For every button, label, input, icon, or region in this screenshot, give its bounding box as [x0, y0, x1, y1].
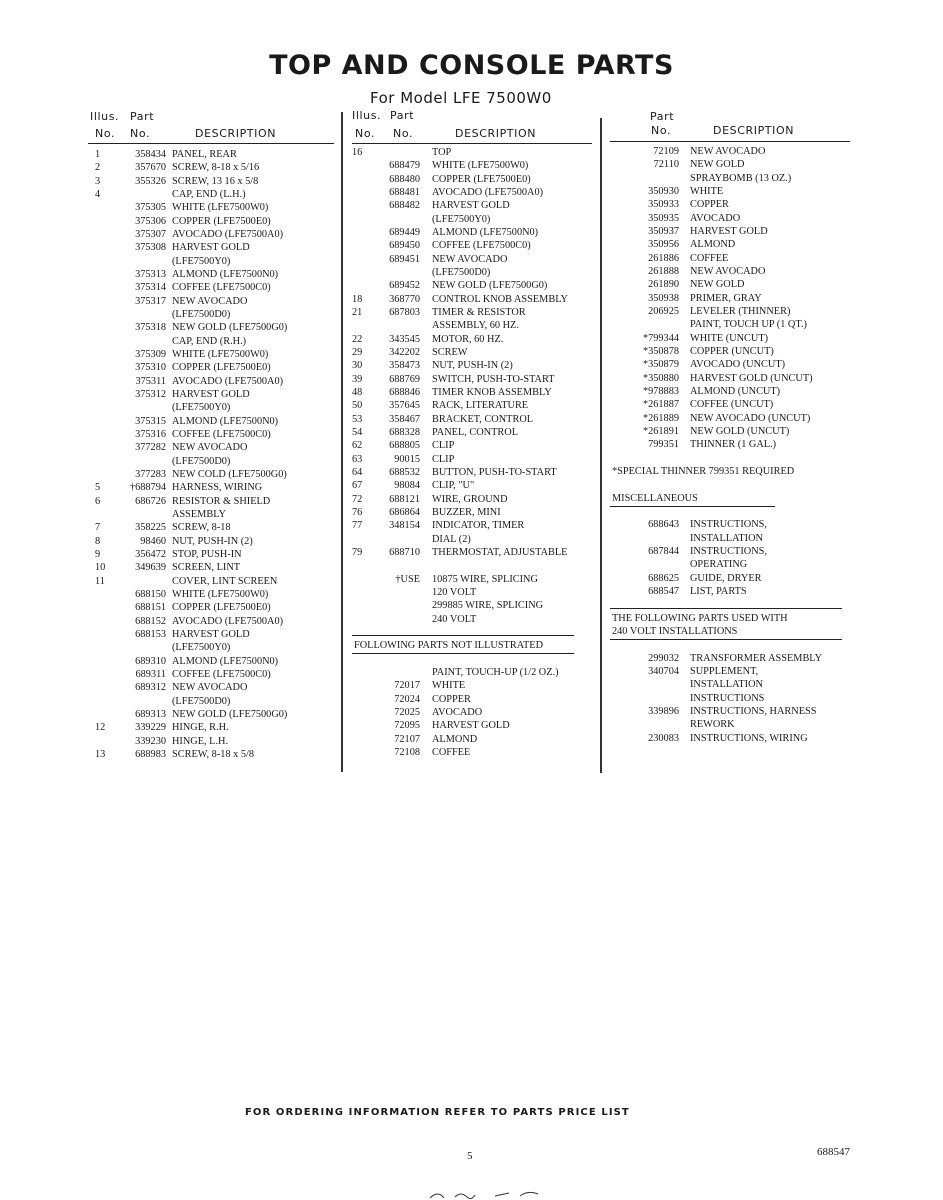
- part-number: 355326: [135, 175, 166, 187]
- column-divider: [341, 112, 343, 772]
- illus-no-header: No.: [95, 127, 116, 140]
- part-description: NEW AVOCADO: [172, 682, 248, 694]
- illus-number: 3: [95, 175, 101, 187]
- part-number: 350933: [648, 199, 679, 211]
- part-number: *350880: [642, 372, 679, 384]
- part-number: 375308: [135, 242, 166, 254]
- part-number: 688769: [389, 373, 420, 385]
- part-number: 375315: [135, 415, 166, 427]
- part-number: 343545: [389, 333, 420, 345]
- part-number: 261886: [648, 252, 679, 264]
- part-description: WHITE (LFE7500W0): [432, 160, 529, 172]
- part-number: *799344: [642, 332, 679, 344]
- part-description: ALMOND (UNCUT): [690, 385, 781, 397]
- part-number: 689313: [135, 708, 166, 720]
- section-rule: [610, 506, 775, 507]
- illus-number: 7: [95, 522, 101, 534]
- part-number: 689310: [135, 655, 166, 667]
- part-number: 377283: [135, 468, 166, 480]
- part-description: (LFE7500D0): [172, 308, 231, 320]
- part-description: SCREW, 8-18: [172, 522, 231, 534]
- part-description: INSTALLATION: [690, 532, 763, 544]
- illus-number: 8: [95, 535, 101, 547]
- part-number: 375317: [135, 295, 166, 307]
- part-description: HARVEST GOLD: [172, 242, 250, 254]
- part-description: PAINT, TOUCH-UP (1/2 OZ.): [432, 666, 559, 678]
- illus-number: 53: [352, 413, 363, 425]
- part-description: COPPER (UNCUT): [690, 345, 774, 357]
- illus-number: 72: [352, 493, 363, 505]
- part-description: BRACKET, CONTROL: [432, 413, 534, 425]
- part-number: 375312: [135, 388, 166, 400]
- part-description: PAINT, TOUCH UP (1 QT.): [690, 319, 807, 331]
- part-description: INSTALLATION: [690, 679, 763, 691]
- part-number: 689312: [135, 682, 166, 694]
- part-description: AVOCADO (UNCUT): [690, 359, 786, 371]
- part-number: 688150: [135, 588, 166, 600]
- part-description: AVOCADO (LFE7500A0): [172, 615, 284, 627]
- section-heading: *SPECIAL THINNER 799351 REQUIRED: [612, 465, 795, 477]
- part-description: (LFE7500Y0): [432, 213, 491, 225]
- part-number: †USE: [395, 573, 420, 585]
- part-description: (LFE7500D0): [432, 266, 491, 278]
- illus-number: 63: [352, 453, 363, 465]
- part-number: 687803: [389, 306, 420, 318]
- part-description: HARVEST GOLD (UNCUT): [690, 372, 813, 384]
- part-description: LEVELER (THINNER): [690, 305, 791, 317]
- part-description: ASSEMBLY, 60 HZ.: [432, 320, 519, 332]
- illus-number: 11: [95, 575, 105, 587]
- illus-number: 5: [95, 482, 101, 494]
- illus-number: 79: [352, 546, 363, 558]
- part-description: THINNER (1 GAL.): [690, 439, 777, 451]
- part-description: COFFEE: [690, 252, 729, 264]
- part-description: DIAL (2): [432, 533, 471, 545]
- part-number: 375311: [135, 375, 166, 387]
- part-description: NEW AVOCADO: [432, 253, 508, 265]
- part-description: REWORK: [690, 719, 735, 731]
- part-description: AVOCADO (LFE7500A0): [172, 228, 284, 240]
- part-description: CLIP, "U": [432, 480, 475, 492]
- part-number: 688643: [648, 519, 679, 531]
- part-description: AVOCADO (LFE7500A0): [172, 375, 284, 387]
- part-description: OPERATING: [690, 559, 748, 571]
- part-description: GUIDE, DRYER: [690, 572, 762, 584]
- part-number: 375309: [135, 348, 166, 360]
- part-number: *350879: [642, 359, 679, 371]
- part-number: 688532: [389, 466, 420, 478]
- part-number: 375306: [135, 215, 166, 227]
- part-description: COFFEE (LFE7500C0): [172, 668, 271, 680]
- part-number: 299032: [648, 652, 679, 664]
- part-description: NEW COLD (LFE7500G0): [172, 468, 287, 480]
- part-description: INDICATOR, TIMER: [432, 520, 525, 532]
- part-number: 687844: [648, 545, 679, 557]
- part-description: COPPER: [432, 693, 471, 705]
- part-description: NEW AVOCADO: [690, 146, 766, 157]
- header-rule: [610, 141, 850, 142]
- part-description: WHITE (LFE7500W0): [172, 588, 269, 600]
- page-number: 5: [467, 1150, 473, 1162]
- part-number: 339229: [135, 722, 166, 734]
- part-number: 350935: [648, 212, 679, 224]
- part-number: 688152: [135, 615, 166, 627]
- part-description: ALMOND: [432, 733, 478, 745]
- part-description: HARVEST GOLD: [172, 388, 250, 400]
- section-heading: FOLLOWING PARTS NOT ILLUSTRATED: [354, 640, 544, 652]
- part-description: (LFE7500Y0): [172, 255, 231, 267]
- part-description: SWITCH, PUSH-TO-START: [432, 373, 555, 385]
- part-number: 689311: [135, 668, 166, 680]
- section-rule: [352, 653, 574, 654]
- part-number: 686726: [135, 495, 166, 507]
- part-description: COPPER: [690, 199, 729, 211]
- part-description: NEW AVOCADO: [172, 442, 248, 454]
- part-description: (LFE7500Y0): [172, 402, 231, 414]
- part-number: 688121: [389, 493, 420, 505]
- part-description: 10875 WIRE, SPLICING: [432, 573, 538, 585]
- part-description: TIMER & RESISTOR: [432, 306, 526, 318]
- part-number: 350938: [648, 292, 679, 304]
- part-number: 688547: [648, 585, 679, 597]
- part-description: PANEL, CONTROL: [432, 426, 519, 438]
- part-description: NEW AVOCADO: [690, 265, 766, 277]
- part-number: 98084: [394, 480, 420, 492]
- part-no-header: No.: [130, 127, 151, 140]
- part-description: WIRE, GROUND: [432, 493, 508, 505]
- section-heading: MISCELLANEOUS: [612, 492, 698, 504]
- part-number: 375305: [135, 202, 166, 214]
- description-header: DESCRIPTION: [195, 127, 277, 140]
- part-number: 689452: [389, 280, 420, 292]
- part-description: NUT, PUSH-IN (2): [172, 535, 253, 547]
- part-description: SCREW, 8-18 x 5/8: [172, 748, 255, 760]
- part-number: 799351: [648, 439, 679, 451]
- part-number: 356472: [135, 548, 166, 560]
- part-description: SUPPLEMENT,: [690, 665, 759, 677]
- part-number: 90015: [394, 453, 420, 465]
- part-number: *261889: [642, 412, 679, 424]
- part-description: COPPER (LFE7500E0): [172, 362, 271, 374]
- part-description: INSTRUCTIONS, WIRING: [690, 732, 808, 744]
- part-description: (LFE7500D0): [172, 455, 231, 467]
- ordering-note: FOR ORDERING INFORMATION REFER TO PARTS PRICE LIST: [245, 1107, 630, 1118]
- part-number: 72110: [653, 159, 679, 171]
- part-description: RESISTOR & SHIELD: [172, 495, 271, 507]
- part-description: WHITE (LFE7500W0): [172, 202, 269, 214]
- part-number: 688479: [389, 160, 420, 172]
- part-number: 350930: [648, 185, 679, 197]
- part-number: 688328: [389, 426, 420, 438]
- part-number: 72107: [394, 733, 420, 745]
- part-description: NEW GOLD: [690, 279, 745, 291]
- part-description: ALMOND (LFE7500N0): [432, 226, 539, 238]
- part-description: AVOCADO: [690, 212, 741, 224]
- illus-number: 64: [352, 466, 363, 478]
- part-description: INSTRUCTIONS, HARNESS: [690, 705, 817, 717]
- part-description: SCREEN, LINT: [172, 562, 241, 574]
- illus-number: 29: [352, 346, 363, 358]
- part-number: 358434: [135, 149, 166, 160]
- part-description: WHITE (UNCUT): [690, 332, 769, 344]
- part-description: COPPER (LFE7500E0): [172, 602, 271, 614]
- part-header: Part: [130, 110, 155, 123]
- part-description: 240 VOLT: [432, 613, 477, 625]
- illus-header: Illus.: [352, 109, 382, 122]
- part-number: 375318: [135, 322, 166, 334]
- part-description: COFFEE (UNCUT): [690, 399, 774, 411]
- part-number: 688482: [389, 200, 420, 212]
- part-description: PANEL, REAR: [172, 149, 237, 160]
- part-number: 688625: [648, 572, 679, 584]
- part-description: BUZZER, MINI: [432, 506, 501, 518]
- part-number: 375314: [135, 282, 166, 294]
- part-number: 358473: [389, 360, 420, 372]
- part-description: ALMOND (LFE7500N0): [172, 655, 279, 667]
- part-number: 368770: [389, 293, 420, 305]
- section-heading: 240 VOLT INSTALLATIONS: [612, 625, 738, 637]
- part-number: 688846: [389, 386, 420, 398]
- description-header: DESCRIPTION: [713, 124, 795, 137]
- part-number: †688794: [129, 482, 166, 494]
- part-description: COFFEE (LFE7500C0): [172, 282, 271, 294]
- illus-number: 10: [95, 562, 106, 574]
- illus-number: 76: [352, 506, 363, 518]
- section-heading: THE FOLLOWING PARTS USED WITH: [612, 612, 788, 624]
- part-description: ALMOND: [690, 239, 736, 251]
- part-description: COFFEE: [432, 746, 471, 758]
- part-description: HARVEST GOLD: [432, 200, 510, 212]
- part-number: 689451: [389, 253, 420, 265]
- part-description: TRANSFORMER ASSEMBLY: [690, 652, 823, 664]
- part-number: 688983: [135, 748, 166, 760]
- part-number: 72017: [394, 680, 420, 692]
- part-description: 299885 WIRE, SPLICING: [432, 600, 544, 612]
- part-description: NEW GOLD: [690, 159, 745, 171]
- part-description: CAP, END (R.H.): [172, 335, 247, 347]
- header-rule: [88, 143, 334, 144]
- illus-number: 39: [352, 373, 363, 385]
- part-description: COFFEE (LFE7500C0): [172, 428, 271, 440]
- part-number: 688710: [389, 546, 420, 558]
- part-description: PRIMER, GRAY: [690, 292, 762, 304]
- part-number: *978883: [642, 385, 679, 397]
- part-description: SCREW: [432, 346, 468, 358]
- part-description: NUT, PUSH-IN (2): [432, 360, 513, 372]
- model-subtitle: For Model LFE 7500W0: [370, 89, 552, 107]
- page-title: TOP AND CONSOLE PARTS: [269, 50, 674, 81]
- part-description: HINGE, L.H.: [172, 735, 229, 747]
- part-description: COPPER (LFE7500E0): [172, 215, 271, 227]
- part-description: CLIP: [432, 440, 455, 452]
- part-description: (LFE7500D0): [172, 695, 231, 707]
- part-description: AVOCADO: [432, 706, 483, 718]
- illus-number: 1: [95, 149, 101, 160]
- part-description: SCREW, 8-18 x 5/16: [172, 162, 260, 174]
- part-description: NEW AVOCADO: [172, 295, 248, 307]
- part-number: *350878: [642, 345, 679, 357]
- part-description: COPPER (LFE7500E0): [432, 173, 531, 185]
- illus-no-header: No.: [355, 127, 376, 140]
- part-description: BUTTON, PUSH-TO-START: [432, 466, 557, 478]
- document-number: 688547: [817, 1146, 850, 1158]
- header-rule: [352, 143, 592, 144]
- part-number: 72024: [394, 693, 420, 705]
- part-description: TIMER KNOB ASSEMBLY: [432, 386, 552, 398]
- illus-number: 50: [352, 400, 363, 412]
- part-description: LIST, PARTS: [690, 585, 747, 597]
- part-number: 261890: [648, 279, 679, 291]
- part-description: ASSEMBLY: [172, 508, 226, 520]
- part-number: 342202: [389, 346, 420, 358]
- part-number: 72108: [394, 746, 420, 758]
- illus-number: 9: [95, 548, 101, 560]
- part-number: 689449: [389, 226, 420, 238]
- part-number: 375313: [135, 268, 166, 280]
- part-description: ALMOND (LFE7500N0): [172, 415, 279, 427]
- part-description: HARVEST GOLD: [690, 225, 768, 237]
- part-description: SCREW, 13 16 x 5/8: [172, 175, 259, 187]
- part-description: THERMOSTAT, ADJUSTABLE: [432, 546, 568, 558]
- part-number: 358467: [389, 413, 420, 425]
- part-no-header: No.: [651, 124, 672, 137]
- part-description: HARVEST GOLD: [172, 628, 250, 640]
- illus-number: 30: [352, 360, 363, 372]
- illus-number: 4: [95, 188, 101, 200]
- part-number: 688480: [389, 173, 420, 185]
- part-description: COFFEE (LFE7500C0): [432, 240, 531, 252]
- part-description: AVOCADO (LFE7500A0): [432, 186, 544, 198]
- part-description: WHITE (LFE7500W0): [172, 348, 269, 360]
- part-number: 339896: [648, 705, 679, 717]
- part-description: WHITE: [690, 185, 724, 197]
- part-number: 206925: [648, 305, 679, 317]
- section-rule: [352, 635, 574, 636]
- description-header: DESCRIPTION: [455, 127, 537, 140]
- part-number: 98460: [140, 535, 166, 547]
- part-number: 350956: [648, 239, 679, 251]
- part-number: 375310: [135, 362, 166, 374]
- part-description: NEW GOLD (LFE7500G0): [172, 708, 288, 720]
- part-description: SPRAYBOMB (13 OZ.): [690, 172, 792, 184]
- section-rule: [610, 639, 842, 640]
- part-number: 339230: [135, 735, 166, 747]
- part-number: 688151: [135, 602, 166, 614]
- part-number: *261891: [642, 425, 679, 437]
- illus-number: 6: [95, 495, 101, 507]
- part-number: 688805: [389, 440, 420, 452]
- part-number: 689450: [389, 240, 420, 252]
- handwritten-mark: [425, 1188, 555, 1200]
- part-description: HARVEST GOLD: [432, 720, 510, 732]
- illus-header: Illus.: [90, 110, 120, 123]
- part-description: INSTRUCTIONS,: [690, 519, 767, 531]
- illus-number: 18: [352, 293, 363, 305]
- part-no-header: No.: [393, 127, 414, 140]
- part-number: 72095: [394, 720, 420, 732]
- part-description: MOTOR, 60 HZ.: [432, 333, 504, 345]
- part-description: INSTRUCTIONS,: [690, 545, 767, 557]
- part-number: 375307: [135, 228, 166, 240]
- part-number: 686864: [389, 506, 420, 518]
- part-description: TOP: [432, 147, 452, 158]
- part-description: CAP, END (L.H.): [172, 188, 246, 200]
- illus-number: 12: [95, 722, 106, 734]
- part-number: 230083: [648, 732, 679, 744]
- part-number: *261887: [642, 399, 679, 411]
- part-description: 120 VOLT: [432, 586, 477, 598]
- section-rule: [610, 608, 842, 609]
- illus-number: 2: [95, 162, 101, 174]
- illus-number: 67: [352, 480, 363, 492]
- illus-number: 22: [352, 333, 363, 345]
- part-header: Part: [650, 110, 675, 123]
- part-number: 688153: [135, 628, 166, 640]
- part-description: NEW GOLD (LFE7500G0): [432, 280, 548, 292]
- part-number: 377282: [135, 442, 166, 454]
- part-description: ALMOND (LFE7500N0): [172, 268, 279, 280]
- part-description: (LFE7500Y0): [172, 642, 231, 654]
- part-number: 350937: [648, 225, 679, 237]
- part-description: COVER, LINT SCREEN: [172, 575, 278, 587]
- part-number: 688481: [389, 186, 420, 198]
- part-number: 375316: [135, 428, 166, 440]
- part-number: 357645: [389, 400, 420, 412]
- part-number: 348154: [389, 520, 420, 532]
- illus-number: 48: [352, 386, 363, 398]
- part-description: INSTRUCTIONS: [690, 692, 765, 704]
- part-number: 357670: [135, 162, 166, 174]
- part-description: CLIP: [432, 453, 455, 465]
- part-description: RACK, LITERATURE: [432, 400, 529, 412]
- illus-number: 13: [95, 748, 106, 760]
- illus-number: 62: [352, 440, 363, 452]
- part-number: 72025: [394, 706, 420, 718]
- part-description: NEW AVOCADO (UNCUT): [690, 412, 811, 424]
- part-header: Part: [390, 109, 415, 122]
- illus-number: 21: [352, 306, 363, 318]
- part-description: NEW GOLD (UNCUT): [690, 425, 790, 437]
- illus-number: 77: [352, 520, 363, 532]
- part-number: 358225: [135, 522, 166, 534]
- part-description: WHITE: [432, 680, 466, 692]
- part-number: 72109: [653, 146, 679, 157]
- illus-number: 16: [352, 147, 363, 158]
- part-description: HARNESS, WIRING: [172, 482, 263, 494]
- part-number: 349639: [135, 562, 166, 574]
- column-divider: [600, 118, 602, 773]
- part-description: STOP, PUSH-IN: [172, 548, 242, 560]
- part-description: CONTROL KNOB ASSEMBLY: [432, 293, 568, 305]
- part-number: 340704: [648, 665, 679, 677]
- illus-number: 54: [352, 426, 363, 438]
- part-description: HINGE, R.H.: [172, 722, 229, 734]
- part-number: 261888: [648, 265, 679, 277]
- part-description: NEW GOLD (LFE7500G0): [172, 322, 288, 334]
